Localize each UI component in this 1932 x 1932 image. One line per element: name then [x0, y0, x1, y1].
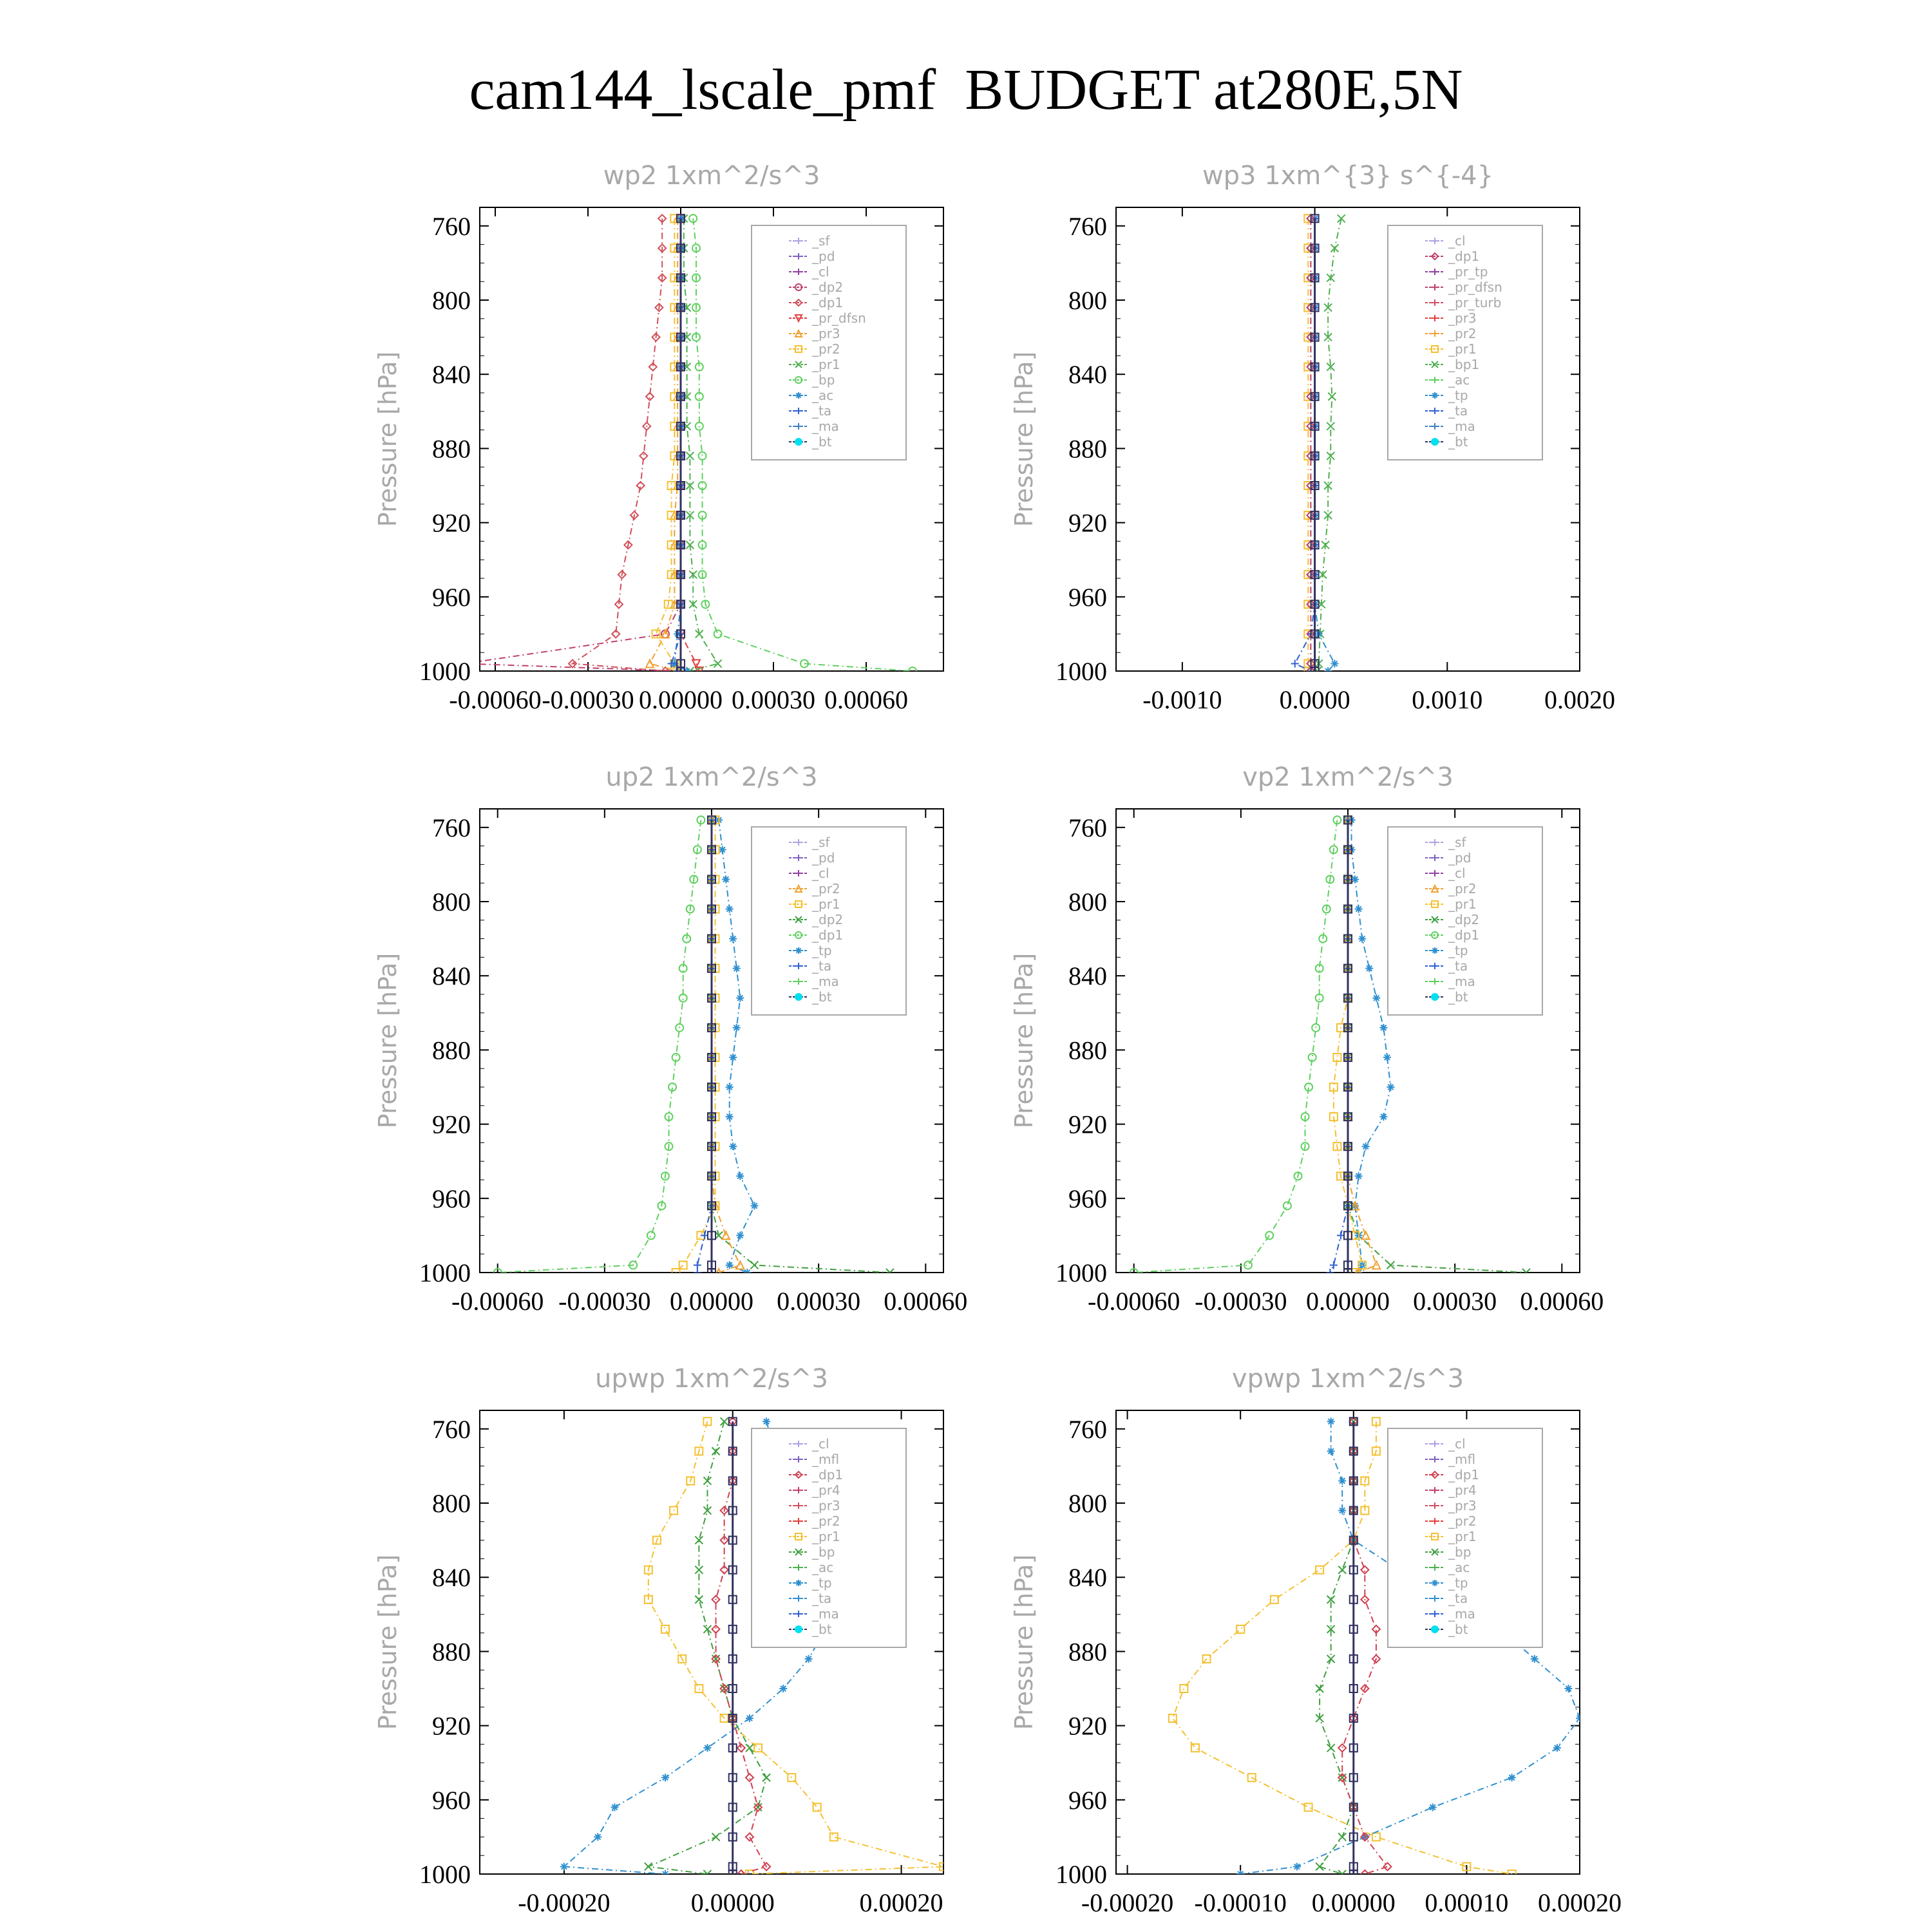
legend-label: _pr3 [812, 1498, 840, 1513]
chart-panel-6 [1010, 1364, 1622, 1917]
y-tick-label: 800 [1068, 1489, 1107, 1518]
y-tick-label: 960 [432, 582, 471, 612]
data-point [733, 965, 741, 972]
legend-label: _pr_dfsn [812, 310, 866, 326]
series-line-dp1 [573, 218, 665, 671]
data-point [736, 1261, 744, 1269]
x-tick-label: 0.00060 [824, 685, 908, 714]
y-tick-label: 960 [1068, 1785, 1107, 1815]
y-axis-label: Pressure [hPa] [374, 1554, 402, 1730]
data-point [646, 659, 654, 667]
data-point [733, 1024, 741, 1032]
legend-label: _sf [1448, 835, 1466, 850]
legend-label: _dp1 [1448, 249, 1480, 264]
data-point [712, 1833, 720, 1841]
data-point [695, 1685, 703, 1692]
legend-label: _pd [812, 850, 835, 866]
data-point [722, 1231, 730, 1239]
x-tick-label: 0.00060 [1520, 1287, 1604, 1316]
x-tick-label: -0.00010 [1194, 1888, 1287, 1917]
legend-marker [1431, 1625, 1439, 1633]
data-point [703, 1477, 711, 1484]
data-point [1355, 905, 1363, 913]
data-point [703, 1744, 711, 1752]
y-tick-label: 920 [1068, 508, 1107, 538]
legend-label: _pr_tp [1448, 264, 1488, 279]
series-line-tp [1315, 218, 1335, 671]
y-tick-label: 1000 [1056, 657, 1107, 686]
legend-label: _dp2 [812, 279, 844, 295]
legend-label: _tp [812, 1575, 832, 1591]
data-point [729, 1142, 737, 1150]
x-tick-label: 0.00060 [884, 1287, 968, 1316]
legend-label: _sf [812, 835, 830, 850]
data-point [1316, 1566, 1323, 1574]
data-point [1355, 1172, 1363, 1180]
legend-label: _pr2 [812, 341, 840, 357]
legend-label: _pr3 [1448, 310, 1477, 326]
y-tick-label: 1000 [419, 1258, 471, 1287]
series-line-tp [719, 820, 754, 1273]
y-axis-label: Pressure [hPa] [374, 351, 402, 527]
data-point [661, 1774, 669, 1781]
y-tick-label: 800 [432, 887, 471, 916]
data-point [1283, 1202, 1291, 1209]
legend-label: _bp [812, 372, 835, 388]
page-title: cam144_lscale_pmf BUDGET at280E,5N [469, 58, 1463, 122]
series-line-dp2 [464, 218, 681, 671]
legend-label: _cl [812, 866, 829, 881]
data-point [795, 1580, 802, 1586]
legend-label: _cl [1448, 233, 1466, 249]
data-point [1327, 1447, 1335, 1455]
y-tick-label: 760 [1068, 1414, 1107, 1444]
legend-label: _ta [812, 1591, 832, 1606]
legend-label: _bt [1448, 434, 1468, 450]
legend-label: _pr3 [1448, 1498, 1477, 1513]
legend-label: _ta [812, 403, 832, 419]
data-point [1362, 1231, 1370, 1239]
legend-label: _bt [1448, 1622, 1468, 1637]
legend-marker [795, 1625, 802, 1633]
legend-label: _dp2 [1448, 912, 1480, 927]
data-point [694, 1261, 701, 1269]
data-point [1328, 393, 1336, 401]
x-tick-label: -0.00060 [1088, 1287, 1180, 1316]
legend-label: _bp [1448, 1544, 1472, 1560]
legend-label: _dp1 [812, 927, 844, 943]
y-axis-label: Pressure [hPa] [1010, 952, 1038, 1129]
legend-label: _bt [812, 1622, 832, 1637]
data-point [830, 1833, 838, 1841]
legend-label: _ta [1448, 403, 1468, 419]
legend-label: _ta [812, 958, 832, 974]
data-point [736, 1231, 744, 1239]
legend-label: _ma [812, 1606, 839, 1622]
data-point [721, 1417, 728, 1425]
data-point [1365, 965, 1373, 972]
data-point [722, 875, 730, 883]
series-line-pr1 [684, 218, 718, 671]
y-axis-label: Pressure [hPa] [374, 952, 402, 1129]
data-point [1330, 1261, 1338, 1269]
panel-title: vp2 1xm^2/s^3 [1242, 762, 1454, 792]
legend-label: _ta [1448, 1591, 1468, 1606]
legend-marker [795, 438, 802, 446]
data-point [726, 1083, 734, 1091]
legend-label: _dp1 [812, 295, 844, 310]
legend-label: _ta [1448, 958, 1468, 974]
panel-title: wp2 1xm^2/s^3 [603, 161, 820, 191]
legend-label: _ac [1448, 372, 1470, 388]
legend-marker [1431, 438, 1439, 446]
data-point [726, 1113, 734, 1121]
series-line-tp [1352, 820, 1391, 1273]
y-tick-label: 960 [1068, 582, 1107, 612]
legend-label: _tp [1448, 1575, 1468, 1591]
legend-label: _cl [812, 264, 829, 279]
data-point [750, 1202, 758, 1209]
data-point [645, 1862, 652, 1870]
legend-label: _pd [1448, 850, 1472, 866]
panel-title: up2 1xm^2/s^3 [605, 762, 818, 792]
data-point [736, 994, 744, 1002]
legend-label: _pr4 [1448, 1482, 1477, 1498]
data-point [1331, 659, 1338, 667]
x-tick-label: 0.00030 [777, 1287, 861, 1316]
data-point [1316, 1862, 1323, 1870]
data-point [729, 1054, 737, 1061]
legend-label: _pr1 [1448, 1529, 1477, 1544]
data-point [1379, 1024, 1387, 1032]
legend-label: _ac [1448, 1560, 1470, 1575]
data-point [1338, 1477, 1346, 1484]
data-point [1324, 667, 1332, 675]
y-tick-label: 840 [1068, 961, 1107, 991]
data-point [703, 1625, 711, 1633]
y-tick-label: 920 [432, 1711, 471, 1741]
legend-label: _pr2 [1448, 326, 1477, 341]
legend-label: _ac [812, 1560, 834, 1575]
legend-label: _cl [1448, 866, 1466, 881]
series-line-dp1 [1134, 820, 1338, 1273]
data-point [695, 1566, 703, 1574]
legend-marker [1431, 993, 1439, 1001]
legend-label: _bt [1448, 989, 1468, 1005]
x-tick-label: 0.00010 [1425, 1888, 1509, 1917]
y-tick-label: 1000 [1056, 1258, 1107, 1287]
data-point [736, 1172, 744, 1180]
legend-label: _mfl [1448, 1452, 1476, 1467]
data-point [1291, 659, 1299, 667]
x-tick-label: -0.0010 [1142, 685, 1222, 714]
data-point [661, 1625, 669, 1633]
data-point [1338, 1833, 1346, 1841]
legend-label: _bp [812, 1544, 835, 1560]
x-tick-label: -0.00060 [449, 685, 542, 714]
legend-label: _cl [1448, 1436, 1466, 1452]
data-point [1387, 1083, 1394, 1091]
data-point [1244, 1261, 1252, 1269]
data-point [1236, 1870, 1244, 1878]
data-point [1432, 1580, 1438, 1586]
y-tick-label: 840 [1068, 360, 1107, 390]
series-line-pr1 [676, 820, 715, 1273]
legend-label: _bp1 [1448, 357, 1480, 372]
legend-label: _pd [812, 249, 835, 264]
data-point [611, 1803, 618, 1811]
legend-label: _ma [812, 974, 839, 989]
y-axis-label: Pressure [hPa] [1010, 1554, 1038, 1730]
data-point [762, 1417, 770, 1425]
x-tick-label: -0.00020 [518, 1888, 611, 1917]
y-tick-label: 920 [432, 1110, 471, 1139]
legend-label: _pr_turb [1448, 295, 1502, 310]
x-tick-label: 0.00000 [690, 1888, 775, 1917]
x-tick-label: 0.00020 [1538, 1888, 1622, 1917]
series-line-bp [1320, 1421, 1354, 1874]
data-point [1383, 1054, 1391, 1061]
series-line-dp1 [1342, 1421, 1387, 1874]
y-tick-label: 800 [432, 286, 471, 315]
data-point [1327, 1744, 1335, 1752]
x-tick-label: -0.00030 [542, 685, 634, 714]
data-point [1338, 1566, 1346, 1574]
x-tick-label: -0.00030 [1195, 1287, 1287, 1316]
data-point [1429, 1803, 1437, 1811]
x-tick-label: 0.00020 [859, 1888, 943, 1917]
data-point [746, 1714, 753, 1722]
data-point [1379, 1113, 1387, 1121]
legend-label: _pr1 [1448, 896, 1477, 912]
chart-panel-5 [374, 1364, 947, 1917]
y-tick-label: 920 [1068, 1711, 1107, 1741]
legend-label: _tp [1448, 388, 1468, 403]
legend-label: _pr_dfsn [1448, 279, 1502, 295]
y-tick-label: 880 [432, 1036, 471, 1065]
data-point [714, 659, 722, 667]
data-point [712, 1447, 720, 1455]
legend-label: _dp1 [1448, 1467, 1480, 1482]
data-point [1338, 1507, 1346, 1515]
legend-label: _tp [812, 943, 832, 958]
y-tick-label: 880 [1068, 1036, 1107, 1065]
chart-panel-4 [1010, 762, 1604, 1316]
y-tick-label: 760 [1068, 813, 1107, 842]
data-point [1531, 1655, 1539, 1663]
y-tick-label: 880 [432, 1637, 471, 1667]
data-point [1432, 947, 1438, 954]
y-tick-label: 840 [432, 1563, 471, 1593]
legend-label: _bt [812, 434, 832, 450]
data-point [795, 947, 802, 954]
x-tick-label: 0.00030 [1413, 1287, 1497, 1316]
data-point [1293, 1862, 1301, 1870]
data-point [1338, 1744, 1346, 1752]
data-point [1432, 392, 1438, 399]
legend-label: _dp1 [812, 1467, 844, 1482]
data-point [746, 1744, 753, 1752]
chart-panel-1 [374, 161, 943, 714]
data-point [652, 630, 660, 638]
y-tick-label: 920 [432, 508, 471, 538]
x-tick-label: 0.00000 [1306, 1287, 1390, 1316]
legend-label: _cl [812, 1436, 829, 1452]
data-point [1358, 935, 1366, 943]
data-point [726, 905, 734, 913]
data-point [1327, 1417, 1335, 1425]
x-tick-label: 0.00000 [670, 1287, 753, 1316]
x-tick-label: -0.00060 [451, 1287, 544, 1316]
data-point [743, 1269, 751, 1276]
y-tick-label: 760 [432, 813, 471, 842]
y-tick-label: 880 [1068, 434, 1107, 464]
data-point [1327, 422, 1334, 430]
legend-label: _pr2 [1448, 1513, 1477, 1529]
data-point [699, 452, 706, 460]
series-line-bp [649, 1421, 766, 1874]
panel-title: upwp 1xm^2/s^3 [595, 1364, 828, 1394]
data-point [695, 1537, 703, 1544]
legend-marker [795, 993, 802, 1001]
data-point [686, 452, 694, 460]
data-point [647, 1231, 655, 1239]
y-tick-label: 760 [1068, 211, 1107, 241]
data-point [762, 1774, 770, 1781]
legend-label: _bt [812, 989, 832, 1005]
legend-label: _pr1 [812, 357, 840, 372]
data-point [795, 392, 802, 399]
x-tick-label: 0.00000 [1311, 1888, 1396, 1917]
y-axis-label: Pressure [hPa] [1010, 351, 1038, 527]
data-point [779, 1685, 787, 1692]
y-tick-label: 840 [432, 360, 471, 390]
y-tick-label: 800 [1068, 887, 1107, 916]
legend-label: _ma [1448, 974, 1475, 989]
x-tick-label: 0.0000 [1279, 685, 1350, 714]
data-point [729, 935, 737, 943]
data-point [1316, 1685, 1323, 1692]
legend-label: _ma [1448, 1606, 1475, 1622]
data-point [805, 1655, 813, 1663]
y-tick-label: 960 [432, 1785, 471, 1815]
legend-label: _pr2 [812, 881, 840, 896]
series-group [1291, 214, 1345, 675]
legend-label: _pr4 [812, 1482, 840, 1498]
data-point [746, 1774, 753, 1781]
data-point [1361, 1566, 1368, 1574]
data-point [746, 1833, 753, 1841]
y-tick-label: 800 [1068, 286, 1107, 315]
y-tick-label: 760 [432, 1414, 471, 1444]
panel-title: vpwp 1xm^2/s^3 [1231, 1364, 1464, 1394]
panel-title: wp3 1xm^{3} s^{-4} [1202, 161, 1494, 191]
data-point [694, 1269, 701, 1276]
data-point [695, 1596, 703, 1604]
x-tick-label: 0.00030 [732, 685, 815, 714]
y-tick-label: 840 [432, 961, 471, 991]
legend-label: _pr1 [812, 1529, 840, 1544]
x-tick-label: -0.00020 [1081, 1888, 1174, 1917]
data-point [1326, 1269, 1334, 1276]
data-point [1372, 1833, 1380, 1841]
y-tick-label: 840 [1068, 1563, 1107, 1593]
y-tick-label: 960 [1068, 1184, 1107, 1213]
y-tick-label: 1000 [419, 657, 471, 686]
data-point [1576, 1714, 1584, 1722]
y-tick-label: 880 [1068, 1637, 1107, 1667]
legend-label: _pr3 [812, 326, 840, 341]
data-point [1372, 994, 1380, 1002]
data-point [1338, 1774, 1346, 1781]
x-tick-label: 0.0010 [1412, 685, 1483, 714]
y-tick-label: 920 [1068, 1110, 1107, 1139]
legend-label: _sf [812, 233, 830, 249]
chart-panel-3 [374, 762, 967, 1316]
data-point [1564, 1685, 1572, 1692]
legend-label: _pr2 [1448, 881, 1477, 896]
legend-label: _ma [1448, 419, 1475, 434]
data-point [754, 1803, 762, 1811]
y-tick-label: 760 [432, 211, 471, 241]
x-tick-label: -0.00030 [558, 1287, 651, 1316]
legend-label: _mfl [812, 1452, 840, 1467]
data-point [661, 1870, 669, 1878]
y-tick-label: 800 [432, 1489, 471, 1518]
y-tick-label: 880 [432, 434, 471, 464]
legend-label: _dp2 [812, 912, 844, 927]
legend-label: _dp1 [1448, 927, 1480, 943]
data-point [1362, 1142, 1370, 1150]
data-point [1508, 1774, 1516, 1781]
y-tick-label: 960 [432, 1184, 471, 1213]
x-tick-label: 0.0020 [1544, 685, 1615, 714]
data-point [1327, 1655, 1335, 1663]
data-point [750, 1261, 758, 1269]
data-point [1271, 1596, 1278, 1604]
data-point [1553, 1744, 1561, 1752]
legend-label: _ma [812, 419, 839, 434]
series-line-ta [697, 820, 712, 1273]
legend-label: _ac [812, 388, 834, 403]
legend-label: _pr2 [812, 1513, 840, 1529]
chart-panel-2 [1010, 161, 1615, 714]
series-line-dp1 [498, 820, 701, 1273]
data-point [1305, 1803, 1312, 1811]
data-point [594, 1833, 601, 1841]
legend-label: _pr1 [1448, 341, 1477, 357]
x-tick-label: 0.00000 [639, 685, 723, 714]
legend-label: _pr1 [812, 896, 840, 912]
legend-label: _tp [1448, 943, 1468, 958]
data-point [714, 630, 722, 638]
y-tick-label: 1000 [419, 1860, 471, 1889]
y-tick-label: 1000 [1056, 1860, 1107, 1889]
